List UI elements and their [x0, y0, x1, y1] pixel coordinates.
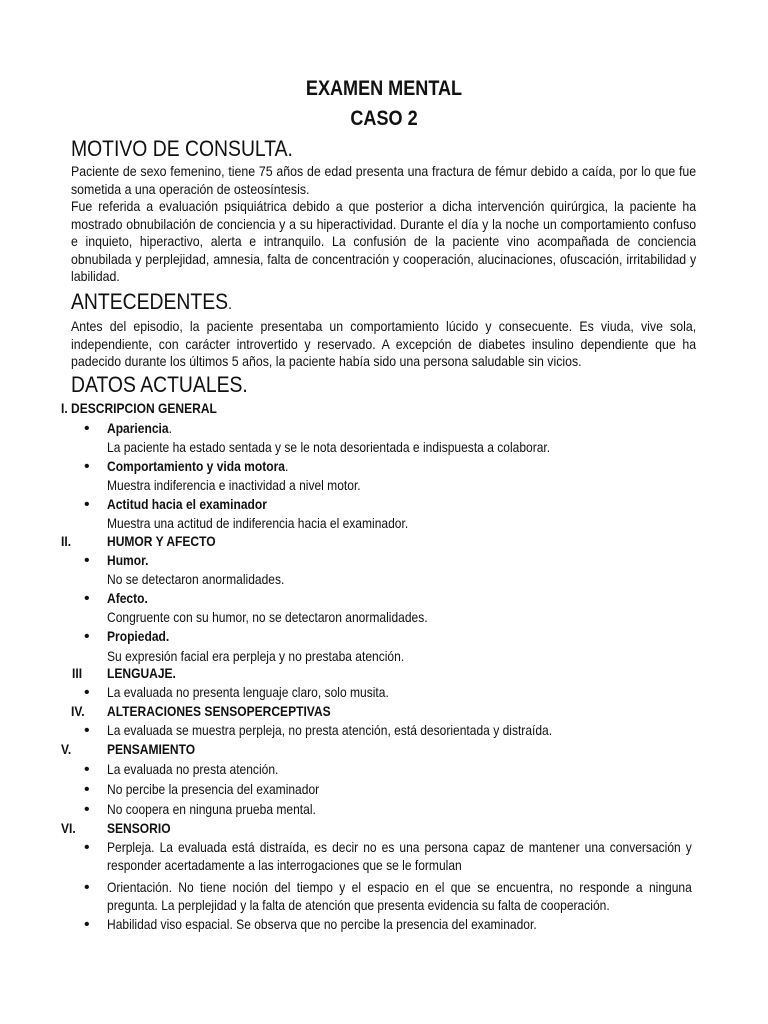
item-title [107, 420, 172, 438]
bullet-icon: • [84, 552, 90, 569]
item-title: Afecto. [107, 590, 148, 606]
text-line: e inquieto, hiperactivo, alerta e intranquilo. La confusión de la paciente vino acompañada de conciencia [71, 233, 697, 249]
subsection-label-alteraciones: ALTERACIONES SENSOPERCEPTIVAS [107, 703, 331, 719]
bullet-icon: • [84, 761, 90, 778]
bullet-icon: • [84, 628, 90, 645]
text-line: labilidad. [71, 268, 120, 284]
item-text [107, 879, 692, 914]
section-heading-datos: DATOS ACTUALES. [71, 372, 248, 397]
subsection-number: VI. [61, 820, 76, 836]
text-line: Orientación. No tiene noción del tiempo y el espacio en el que se encuentra, no responde a ninguna [107, 879, 692, 895]
bullet-icon: • [84, 839, 90, 856]
item-title: Propiedad. [107, 628, 170, 644]
item-title [107, 458, 288, 476]
text-line: padecido durante los últimos 5 años, la paciente había sido una persona saludable sin vicios. [71, 353, 582, 369]
item-text: La evaluada no presta atención. [107, 761, 279, 777]
item-text: No coopera en ninguna prueba mental. [107, 801, 316, 817]
motivo-paragraph [71, 163, 696, 286]
document-subtitle: CASO 2 [350, 107, 418, 130]
item-text: Su expresión facial era perpleja y no prestaba atención. [107, 648, 405, 664]
item-title-text: Apariencia [107, 420, 169, 436]
item-title-suffix: . [284, 458, 289, 474]
subsection-label-descripcion: I. DESCRIPCION GENERAL [61, 400, 217, 416]
antecedentes-heading-dot: . [228, 296, 232, 313]
text-line: obnubilada y perplejidad, amnesia, falta de concentración y cooperación, alucinaciones, ofuscación, irritabilidad y [71, 250, 697, 267]
subsection-label-humor: HUMOR Y AFECTO [107, 533, 216, 549]
subsection-number: III [72, 665, 83, 681]
item-text: No se detectaron anormalidades. [107, 571, 285, 587]
bullet-icon: • [84, 420, 90, 437]
bullet-icon: • [84, 496, 90, 513]
section-heading-antecedentes [71, 289, 232, 315]
bullet-icon: • [84, 801, 90, 818]
text-line: independiente, con carácter introvertido y reservado. A excepción de diabetes insulino dependiente que ha [71, 335, 697, 352]
subsection-label-sensorio: SENSORIO [107, 820, 171, 836]
subsection-label-lenguaje: LENGUAJE. [107, 665, 176, 681]
bullet-icon: • [84, 684, 90, 701]
item-text: La evaluada se muestra perpleja, no presta atención, está desorientada y distraída. [107, 722, 553, 738]
subsection-label-pensamiento: PENSAMIENTO [107, 741, 196, 757]
item-title-suffix: . [168, 420, 172, 436]
item-text: La paciente ha estado sentada y se le nota desorientada e indispuesta a colaborar. [107, 439, 551, 455]
item-text: Congruente con su humor, no se detectaron anormalidades. [107, 609, 428, 625]
text-line: responder acertadamente a las interrogaciones que se le formulan [107, 856, 462, 873]
bullet-icon: • [84, 916, 90, 933]
bullet-icon: • [84, 879, 90, 896]
document-title: EXAMEN MENTAL [305, 77, 463, 100]
item-text: Muestra indiferencia e inactividad a nivel motor. [107, 477, 361, 493]
antecedentes-paragraph [71, 318, 696, 371]
item-text: La evaluada no presenta lenguaje claro, solo musita. [107, 684, 389, 700]
subsection-number: II. [61, 533, 72, 549]
text-line: mostrado obnubilación de conciencia y a su hiperactividad. Durante el día y la noche un comportamiento confuso [71, 215, 697, 232]
subsection-number: IV. [71, 703, 85, 719]
item-title-text: Comportamiento y vida motora [107, 458, 285, 474]
section-heading-motivo: MOTIVO DE CONSULTA. [71, 136, 293, 161]
subsection-number: V. [61, 741, 72, 757]
item-text: Muestra una actitud de indiferencia hacia el examinador. [107, 515, 409, 531]
item-title: Actitud hacia el examinador [107, 496, 267, 512]
item-text: Habilidad viso espacial. Se observa que no percibe la presencia del examinador. [107, 916, 537, 932]
text-line: Antes del episodio, la paciente presentaba un comportamiento lúcido y consecuente. Es viuda, vive sola, [71, 318, 697, 334]
antecedentes-heading-text: ANTECEDENTES [71, 289, 229, 314]
bullet-icon: • [84, 781, 90, 798]
bullet-icon: • [84, 458, 90, 475]
text-line: pregunta. La perplejidad y la falta de atención que presenta evidencia su falta de cooperación. [107, 896, 610, 913]
bullet-icon: • [84, 722, 90, 739]
item-title: Humor. [107, 552, 149, 568]
text-line: sometida a una operación de osteosíntesis. [71, 180, 310, 197]
text-line: Paciente de sexo femenino, tiene 75 años de edad presenta una fractura de fémur debido a caída, por lo que fue [71, 163, 697, 179]
text-line: Perpleja. La evaluada está distraída, es decir no es una persona capaz de mantener una conversación y [107, 839, 692, 855]
bullet-icon: • [84, 590, 90, 607]
item-text: No percibe la presencia del examinador [107, 781, 320, 797]
item-text [107, 839, 692, 874]
text-line: Fue referida a evaluación psiquiátrica debido a que posterior a dicha intervención quirúrgica, la paciente ha [71, 198, 697, 214]
